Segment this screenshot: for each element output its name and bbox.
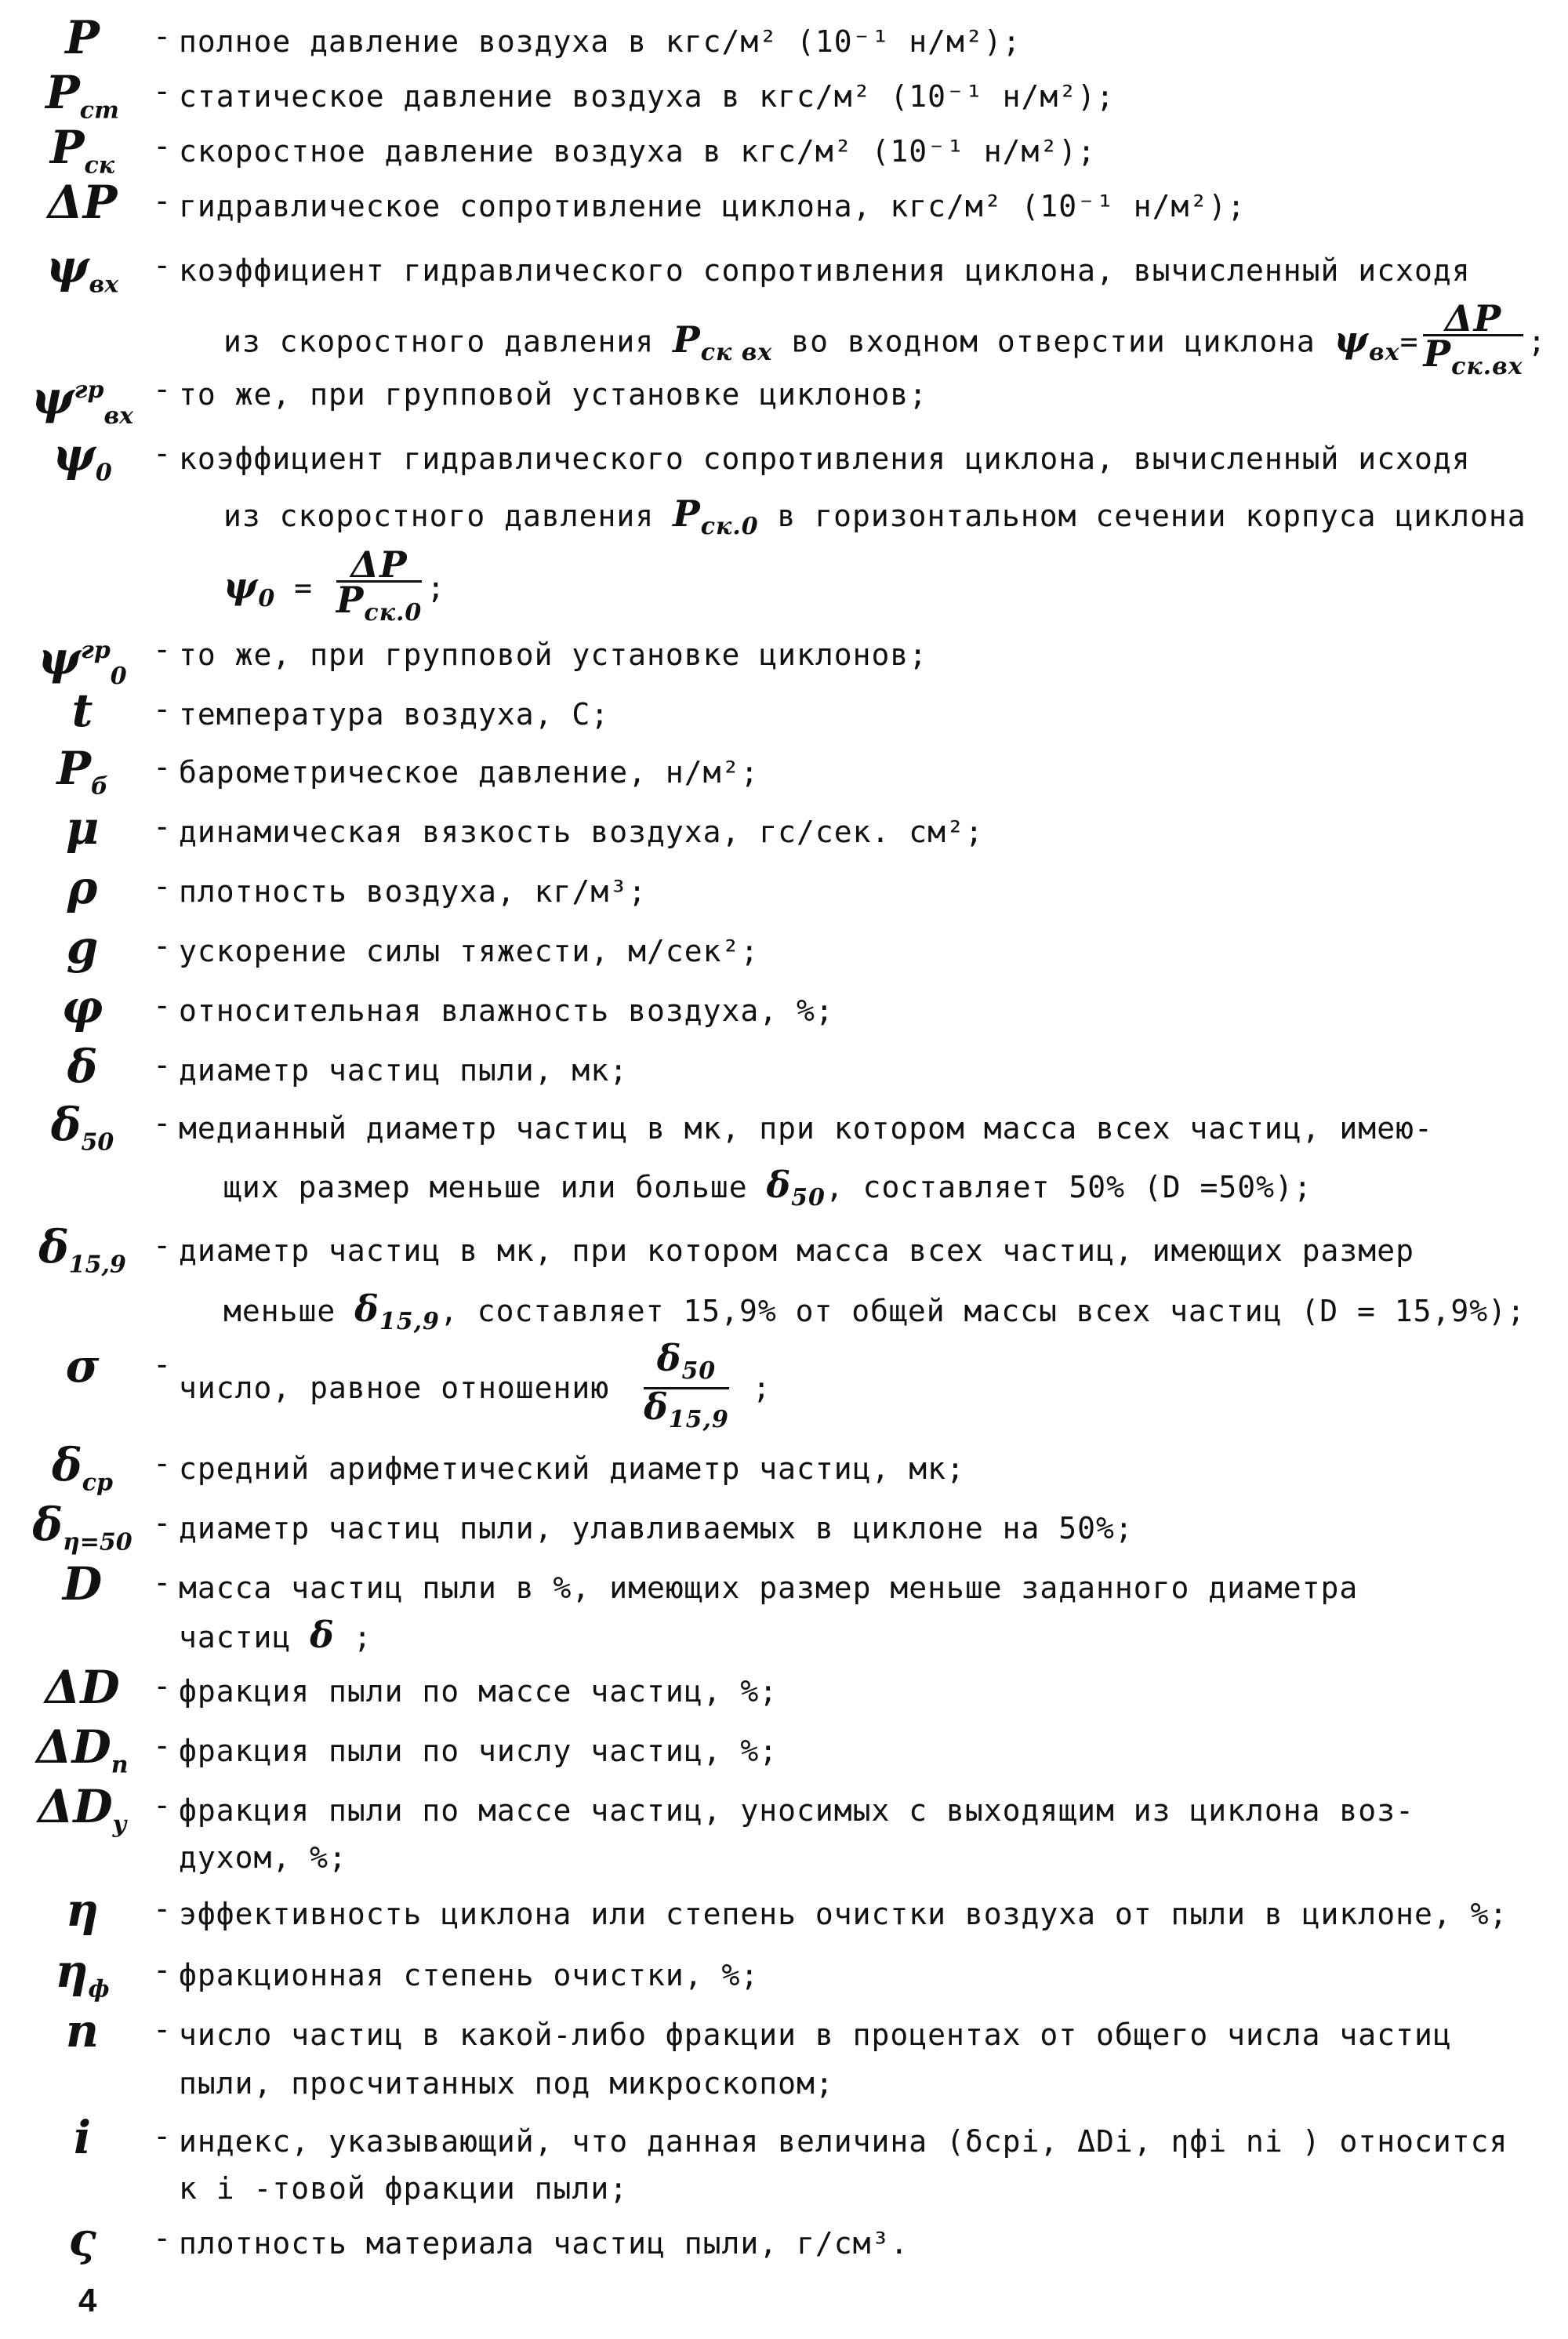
dash: -: [157, 692, 168, 726]
symbol: ΔP: [47, 176, 118, 229]
symbol: $\eta_ф$: [55, 1945, 110, 2003]
definition: медианный диаметр частиц в мк, при котором масса всех частиц, имею-: [179, 1111, 1433, 1146]
definition: то же, при групповой установке циклонов;: [179, 637, 928, 672]
definition: коэффициент гидравлического сопротивления циклона, вычисленный исходя: [179, 441, 1471, 476]
page-number: 4: [78, 2282, 97, 2319]
dash: -: [157, 183, 168, 218]
symbol: n: [65, 2004, 100, 2058]
symbol: μ: [65, 801, 100, 855]
dash: -: [157, 436, 168, 470]
symbol: $\psi^{гр}_{вх}$: [31, 371, 134, 430]
symbol: D: [62, 1557, 103, 1611]
dash: -: [157, 19, 168, 53]
dash: -: [157, 750, 168, 784]
dash: -: [157, 1891, 168, 1926]
definition: коэффициент гидравлического сопротивления циклона, вычисленный исходя: [179, 253, 1471, 288]
symbol: $\psi_{вх}$: [45, 240, 119, 299]
dash: -: [157, 988, 168, 1022]
formula-psi-0: $\psi_0$ = $\frac{\Delta P}{P_{ск.0}}$ ;: [223, 543, 446, 627]
symbol: P: [65, 11, 100, 64]
dash: -: [157, 1505, 168, 1540]
symbol: ς: [68, 2213, 96, 2266]
definition: статическое давление воздуха в кгс/м² (10⁻¹ н/м²);: [179, 79, 1115, 114]
symbol: σ: [65, 1339, 100, 1393]
symbol: η: [65, 1883, 100, 1937]
dash: -: [157, 1565, 168, 1600]
definition-continuation: из скоростного давления $P_{ск.0}$ в горизонтальном сечении корпуса циклона: [223, 492, 1526, 541]
symbol: g: [66, 921, 99, 974]
symbol: ρ: [67, 861, 98, 914]
definition-continuation: щих размер меньше или больше $\delta_{50}$, составляет 50% (D =50%);: [223, 1164, 1312, 1212]
symbol: $\delta_{50}$: [50, 1098, 114, 1157]
definition: масса частиц пыли в %, имеющих размер меньше заданного диаметра: [179, 1571, 1359, 1605]
symbol: $P_{ск}$: [49, 121, 115, 180]
definition-continuation: частиц δ ;: [179, 1614, 372, 1656]
symbol: φ: [61, 980, 103, 1033]
dash: -: [157, 1788, 168, 1822]
dash: -: [157, 1228, 168, 1262]
dash: -: [157, 1347, 168, 1382]
dash: -: [157, 74, 168, 108]
definition: барометрическое давление, н/м²;: [179, 755, 760, 790]
dash: -: [157, 809, 168, 844]
definition: плотность материала частиц пыли, г/см³.: [179, 2226, 909, 2261]
definition: фракция пыли по массе частиц, уносимых с выходящим из циклона воз-: [179, 1793, 1414, 1828]
definition: диаметр частиц в мк, при котором масса всех частиц, имеющих размер: [179, 1233, 1414, 1268]
dash: -: [157, 928, 168, 963]
symbol: i: [73, 2111, 92, 2164]
symbol: ΔD: [45, 1661, 120, 1714]
symbol: δ: [67, 1040, 98, 1093]
symbol: $\delta_{\eta=50}$: [32, 1498, 132, 1556]
definition-continuation: духом, %;: [179, 1840, 347, 1875]
dash: -: [157, 372, 168, 406]
definition-continuation: меньше $\delta_{15,9}$, составляет 15,9% от общей массы всех частиц (D = 15,9%);: [223, 1288, 1526, 1336]
dash: -: [157, 1952, 168, 1987]
definition: число, равное отношению $\frac{\delta_{50}}{\delta_{15,9}}$ ;: [179, 1337, 771, 1434]
dash: -: [157, 632, 168, 666]
symbol: $\delta_{15,9}$: [38, 1220, 126, 1279]
definition: фракция пыли по числу частиц, %;: [179, 1734, 779, 1768]
definition: диаметр частиц пыли, мк;: [179, 1053, 629, 1088]
definition-continuation: из скоростного давления $P_{ск вх}$ во входном отверстии циклона $\psi_{вх}=$ $\frac{\Delta P}{P_{ск.вх}}$ ;: [223, 297, 1547, 381]
definition-continuation: пыли, просчитанных под микроскопом;: [179, 2066, 834, 2101]
definition: полное давление воздуха в кгс/м² (10⁻¹ н/м²);: [179, 24, 1022, 59]
dash: -: [157, 1446, 168, 1480]
dash: -: [157, 248, 168, 282]
symbol: $\Delta D_у$: [38, 1780, 127, 1839]
definition: температура воздуха, С;: [179, 697, 610, 732]
dash: -: [157, 2221, 168, 2255]
definition: скоростное давление воздуха в кгс/м² (10⁻¹ н/м²);: [179, 134, 1097, 169]
symbol: t: [71, 684, 93, 737]
symbol: $\delta_{ср}$: [52, 1438, 113, 1497]
dash: -: [157, 2119, 168, 2153]
definition-continuation: к i -товой фракции пыли;: [179, 2171, 629, 2206]
symbol: $P_{ст}$: [45, 66, 119, 125]
definition: эффективность циклона или степень очистки воздуха от пыли в циклоне, %;: [179, 1897, 1508, 1931]
dash: -: [157, 1106, 168, 1140]
dash: -: [157, 869, 168, 903]
definition: ускорение силы тяжести, м/сек²;: [179, 934, 760, 968]
symbol: $\psi^{гр}_0$: [38, 631, 127, 690]
definition: гидравлическое сопротивление циклона, кгс/м² (10⁻¹ н/м²);: [179, 189, 1247, 223]
definition: фракционная степень очистки, %;: [179, 1958, 760, 1992]
dash: -: [157, 1048, 168, 1082]
dash: -: [157, 129, 168, 163]
definition: плотность воздуха, кг/м³;: [179, 874, 647, 909]
definition: относительная влажность воздуха, %;: [179, 993, 834, 1028]
definition: индекс, указывающий, что данная величина (δсрi, ΔDi, ηфi ni ) относится: [179, 2124, 1508, 2159]
definition: диаметр частиц пыли, улавливаемых в циклоне на 50%;: [179, 1511, 1134, 1545]
definition: число частиц в какой-либо фракции в процентах от общего числа частиц: [179, 2018, 1452, 2052]
dash: -: [157, 1728, 168, 1763]
definition: средний арифметический диаметр частиц, мк;: [179, 1451, 965, 1486]
symbol: $\Delta D_n$: [36, 1720, 129, 1779]
definition: динамическая вязкость воздуха, гс/сек. см²;: [179, 815, 984, 849]
dash: -: [157, 2012, 168, 2047]
symbol: $P_б$: [56, 742, 108, 801]
definition: то же, при групповой установке циклонов;: [179, 377, 928, 412]
symbol: $\psi_0$: [53, 428, 112, 487]
dash: -: [157, 1669, 168, 1703]
definition: фракция пыли по массе частиц, %;: [179, 1674, 779, 1709]
